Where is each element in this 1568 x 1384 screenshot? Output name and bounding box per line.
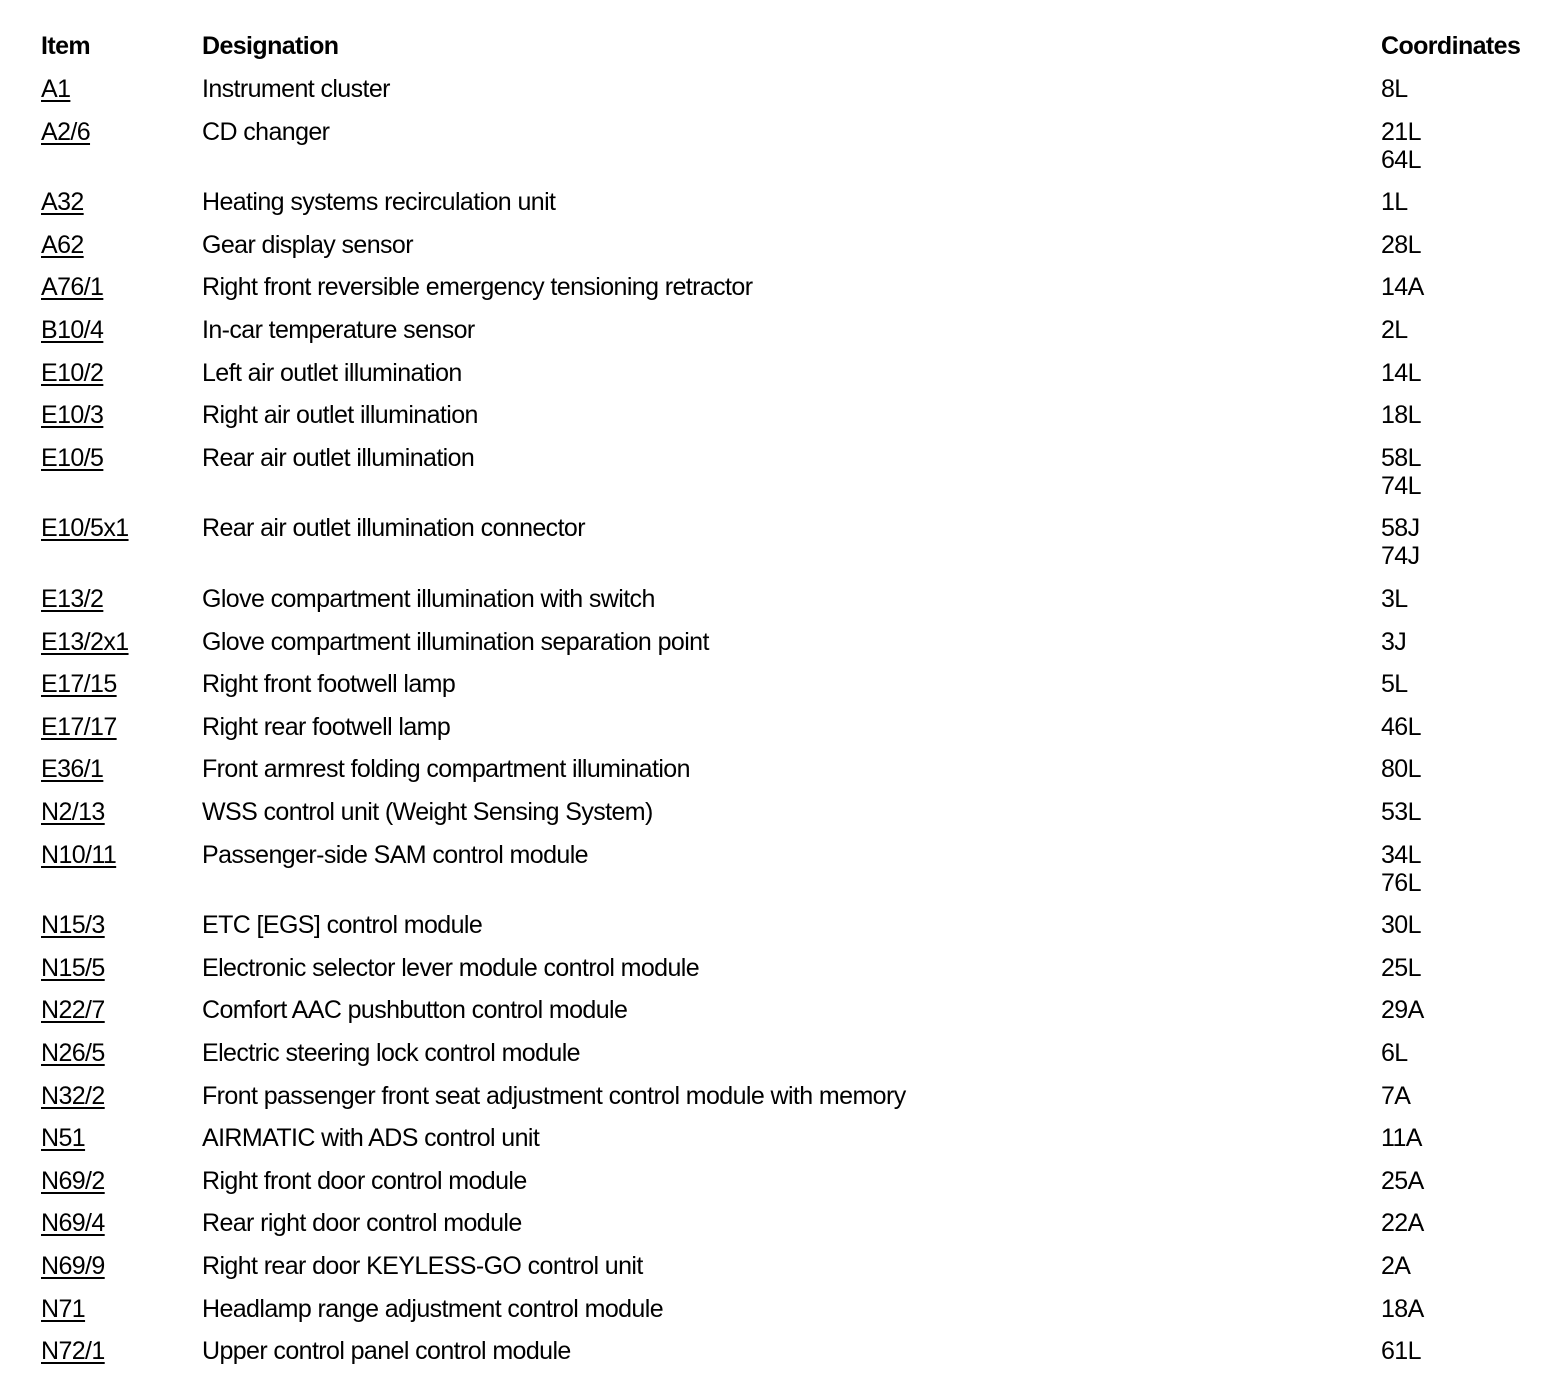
coordinates-cell bbox=[1381, 841, 1421, 897]
coordinate-value: 2L bbox=[1381, 316, 1408, 344]
coordinate-value: 5L bbox=[1381, 670, 1408, 699]
designation-cell: ETC [EGS] control module bbox=[202, 911, 483, 940]
item-link[interactable]: E17/17 bbox=[41, 712, 117, 741]
item-link[interactable]: A62 bbox=[41, 230, 84, 259]
item-cell bbox=[41, 911, 105, 939]
column-header-item: Item bbox=[41, 32, 91, 60]
coordinates-cell bbox=[1381, 118, 1421, 174]
coordinates-cell bbox=[1381, 755, 1421, 783]
coordinate-value: 61L bbox=[1381, 1337, 1421, 1366]
coordinate-value: 3L bbox=[1381, 585, 1408, 613]
coordinate-value: 34L bbox=[1381, 840, 1421, 869]
coordinates-cell bbox=[1381, 1252, 1410, 1280]
coordinate-value: 74J bbox=[1381, 542, 1420, 571]
coordinate-value: 58L bbox=[1381, 443, 1421, 472]
designation-cell: Right front reversible emergency tensioning retractor bbox=[202, 273, 753, 302]
coordinate-value: 14A bbox=[1381, 273, 1424, 302]
column-header-designation: Designation bbox=[202, 32, 339, 60]
coordinate-value: 18A bbox=[1381, 1294, 1424, 1323]
designation-cell: Electric steering lock control module bbox=[202, 1039, 580, 1067]
designation-cell: Right rear footwell lamp bbox=[202, 712, 451, 741]
item-link[interactable]: E10/5 bbox=[41, 443, 104, 472]
item-link[interactable]: E17/15 bbox=[41, 670, 117, 699]
designation-cell: CD changer bbox=[202, 117, 330, 146]
designation-cell: Left air outlet illumination bbox=[202, 358, 462, 387]
coordinates-cell bbox=[1381, 996, 1424, 1024]
item-link[interactable]: E10/3 bbox=[41, 401, 104, 430]
designation-cell: AIRMATIC with ADS control unit bbox=[202, 1124, 540, 1153]
coordinates-cell bbox=[1381, 1337, 1421, 1365]
designation-cell: Heating systems recirculation unit bbox=[202, 188, 556, 217]
item-link[interactable]: A2/6 bbox=[41, 117, 91, 146]
item-link[interactable]: N15/3 bbox=[41, 911, 105, 940]
designation-cell: Glove compartment illumination with switch bbox=[202, 585, 655, 613]
coordinate-value: 58J bbox=[1381, 514, 1420, 543]
item-link[interactable]: E13/2x1 bbox=[41, 627, 129, 656]
item-cell bbox=[41, 798, 105, 826]
coordinate-value: 22A bbox=[1381, 1209, 1424, 1238]
coordinate-value: 7A bbox=[1381, 1081, 1411, 1110]
designation-cell: Passenger-side SAM control module bbox=[202, 840, 588, 869]
item-link[interactable]: N51 bbox=[41, 1124, 86, 1153]
item-cell bbox=[41, 118, 90, 146]
item-link[interactable]: N2/13 bbox=[41, 798, 105, 826]
column-header-coordinates: Coordinates bbox=[1381, 32, 1521, 60]
item-cell bbox=[41, 444, 103, 472]
item-link[interactable]: B10/4 bbox=[41, 316, 104, 344]
coordinates-cell bbox=[1381, 628, 1406, 656]
designation-cell: Glove compartment illumination separation point bbox=[202, 627, 709, 656]
item-link[interactable]: N69/9 bbox=[41, 1252, 105, 1280]
coordinate-value: 25A bbox=[1381, 1166, 1424, 1195]
coordinates-cell bbox=[1381, 75, 1408, 103]
item-cell bbox=[41, 514, 129, 542]
coordinate-value: 29A bbox=[1381, 996, 1424, 1025]
item-cell bbox=[41, 954, 105, 982]
coordinates-cell bbox=[1381, 273, 1424, 301]
coordinates-cell bbox=[1381, 444, 1421, 500]
coordinates-cell bbox=[1381, 954, 1421, 982]
item-cell bbox=[41, 188, 84, 216]
item-cell bbox=[41, 1124, 85, 1152]
item-cell bbox=[41, 585, 103, 613]
item-cell bbox=[41, 273, 103, 301]
coordinates-cell bbox=[1381, 316, 1408, 344]
item-cell bbox=[41, 401, 103, 429]
coordinates-cell bbox=[1381, 798, 1421, 826]
designation-cell: Instrument cluster bbox=[202, 75, 390, 103]
coordinate-value: 1L bbox=[1381, 188, 1408, 217]
item-link[interactable]: N69/2 bbox=[41, 1166, 105, 1195]
coordinates-cell bbox=[1381, 585, 1408, 613]
item-link[interactable]: E10/2 bbox=[41, 358, 104, 387]
coordinate-value: 14L bbox=[1381, 358, 1421, 387]
item-cell bbox=[41, 1167, 105, 1195]
item-link[interactable]: N72/1 bbox=[41, 1337, 105, 1366]
item-link[interactable]: N69/4 bbox=[41, 1209, 105, 1238]
coordinates-cell bbox=[1381, 1209, 1424, 1237]
coordinates-cell bbox=[1381, 670, 1408, 698]
coordinates-cell bbox=[1381, 1124, 1422, 1152]
item-link[interactable]: N71 bbox=[41, 1294, 86, 1323]
item-link[interactable]: E36/1 bbox=[41, 755, 104, 784]
designation-cell: Rear air outlet illumination connector bbox=[202, 514, 585, 543]
designation-cell: Headlamp range adjustment control module bbox=[202, 1294, 663, 1323]
coordinate-value: 11A bbox=[1381, 1124, 1422, 1153]
coordinate-value: 80L bbox=[1381, 755, 1421, 784]
coordinates-cell bbox=[1381, 359, 1421, 387]
item-link[interactable]: N10/11 bbox=[41, 840, 117, 869]
coordinate-value: 53L bbox=[1381, 798, 1421, 826]
coordinate-value: 30L bbox=[1381, 911, 1421, 940]
item-cell bbox=[41, 1082, 105, 1110]
coordinates-cell bbox=[1381, 1295, 1424, 1323]
item-link[interactable]: N22/7 bbox=[41, 996, 105, 1025]
item-cell bbox=[41, 359, 103, 387]
coordinate-value: 3J bbox=[1381, 627, 1407, 656]
coordinates-cell bbox=[1381, 401, 1421, 429]
item-cell bbox=[41, 75, 70, 103]
item-cell bbox=[41, 316, 103, 344]
item-cell bbox=[41, 1209, 105, 1237]
item-cell bbox=[41, 996, 105, 1024]
designation-cell: Right front door control module bbox=[202, 1166, 527, 1195]
coordinates-cell bbox=[1381, 1039, 1408, 1067]
item-link[interactable]: A76/1 bbox=[41, 273, 104, 302]
coordinate-value: 25L bbox=[1381, 953, 1421, 982]
coordinates-cell bbox=[1381, 231, 1421, 259]
coordinate-value: 76L bbox=[1381, 868, 1421, 897]
item-cell bbox=[41, 1337, 105, 1365]
designation-cell: Front armrest folding compartment illumination bbox=[202, 755, 690, 784]
item-cell bbox=[41, 755, 103, 783]
coordinates-cell bbox=[1381, 1167, 1424, 1195]
item-cell bbox=[41, 1295, 85, 1323]
designation-cell: Rear air outlet illumination bbox=[202, 443, 475, 472]
coordinates-cell bbox=[1381, 514, 1420, 570]
designation-cell: Comfort AAC pushbutton control module bbox=[202, 996, 628, 1025]
item-link[interactable]: N32/2 bbox=[41, 1081, 105, 1110]
coordinates-cell bbox=[1381, 1082, 1410, 1110]
coordinate-value: 6L bbox=[1381, 1039, 1408, 1067]
item-cell bbox=[41, 841, 116, 869]
designation-cell: WSS control unit (Weight Sensing System) bbox=[202, 798, 653, 826]
item-cell bbox=[41, 628, 129, 656]
coordinates-cell bbox=[1381, 713, 1421, 741]
item-link[interactable]: E13/2 bbox=[41, 585, 104, 613]
item-cell bbox=[41, 1252, 105, 1280]
coordinate-value: 18L bbox=[1381, 401, 1421, 430]
designation-cell: Rear right door control module bbox=[202, 1209, 522, 1238]
designation-cell: Right rear door KEYLESS-GO control unit bbox=[202, 1252, 643, 1280]
item-cell bbox=[41, 670, 117, 698]
item-cell bbox=[41, 713, 117, 741]
item-link[interactable]: N26/5 bbox=[41, 1039, 105, 1067]
coordinate-value: 2A bbox=[1381, 1252, 1411, 1280]
coordinate-value: 8L bbox=[1381, 75, 1408, 103]
item-link[interactable]: E10/5x1 bbox=[41, 514, 129, 543]
item-link[interactable]: A1 bbox=[41, 75, 71, 103]
designation-cell: Front passenger front seat adjustment control module with memory bbox=[202, 1081, 906, 1110]
designation-cell: Upper control panel control module bbox=[202, 1337, 571, 1366]
item-cell bbox=[41, 231, 84, 259]
item-cell bbox=[41, 1039, 105, 1067]
designation-cell: Right air outlet illumination bbox=[202, 401, 478, 430]
designation-cell: In-car temperature sensor bbox=[202, 316, 475, 344]
coordinate-value: 74L bbox=[1381, 471, 1421, 500]
designation-cell: Electronic selector lever module control module bbox=[202, 953, 700, 982]
item-link[interactable]: A32 bbox=[41, 188, 84, 217]
designation-cell: Right front footwell lamp bbox=[202, 670, 456, 699]
coordinate-value: 28L bbox=[1381, 230, 1421, 259]
coordinate-value: 21L bbox=[1381, 117, 1421, 146]
coordinates-cell bbox=[1381, 188, 1408, 216]
coordinate-value: 64L bbox=[1381, 145, 1421, 174]
coordinates-cell bbox=[1381, 911, 1421, 939]
coordinate-value: 46L bbox=[1381, 712, 1421, 741]
item-link[interactable]: N15/5 bbox=[41, 953, 105, 982]
designation-cell: Gear display sensor bbox=[202, 230, 413, 259]
